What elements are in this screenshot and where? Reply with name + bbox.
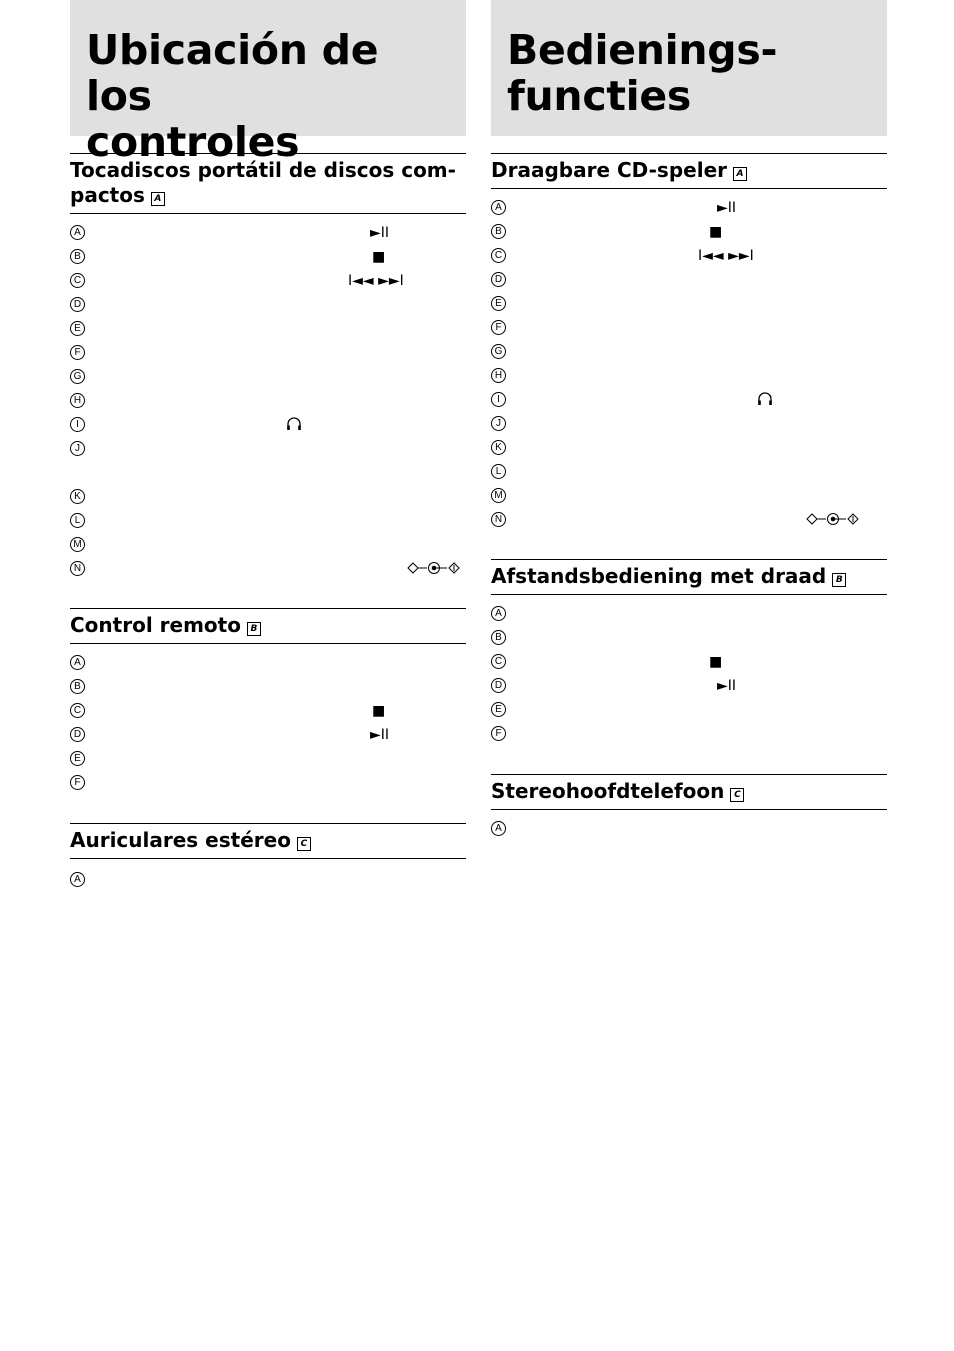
item-marker: I xyxy=(491,392,506,407)
section-wired-remote xyxy=(491,559,887,747)
section-headphones xyxy=(70,823,466,893)
figure-badge: C xyxy=(730,788,744,802)
prev-next-symbol: I◄◄ ►►I xyxy=(698,248,754,264)
item-marker: N xyxy=(491,512,506,527)
section-headphones xyxy=(491,774,887,842)
list-item xyxy=(491,293,887,317)
page-title-line2: functies xyxy=(507,72,691,120)
section-heading xyxy=(491,564,887,589)
section-heading-line2: pactos xyxy=(70,183,145,207)
section-heading-text: Draagbare CD-speler xyxy=(491,158,727,182)
dc-polarity-icon xyxy=(806,512,860,526)
item-marker: G xyxy=(70,369,85,384)
list-item xyxy=(70,414,466,438)
item-marker: K xyxy=(70,489,85,504)
figure-badge: B xyxy=(832,573,846,587)
item-marker: B xyxy=(491,630,506,645)
list-item xyxy=(70,558,466,582)
list-item xyxy=(491,675,887,699)
section-heading-box xyxy=(491,153,887,189)
list-item xyxy=(70,748,466,772)
headphones-icon xyxy=(286,416,302,431)
list-item xyxy=(491,341,887,365)
section-heading xyxy=(70,158,466,208)
stop-symbol: ■ xyxy=(372,703,386,719)
page-title-box xyxy=(491,0,887,136)
item-marker: D xyxy=(491,272,506,287)
list-item xyxy=(491,317,887,341)
dc-polarity-icon xyxy=(407,561,461,575)
figure-badge: A xyxy=(733,167,747,181)
item-marker: F xyxy=(491,320,506,335)
section-heading-text: Afstandsbediening met draad xyxy=(491,564,827,588)
item-marker: E xyxy=(70,751,85,766)
item-marker: M xyxy=(491,488,506,503)
item-marker: D xyxy=(70,297,85,312)
section-heading-box xyxy=(491,559,887,595)
list-item xyxy=(70,438,466,486)
list-item xyxy=(70,652,466,676)
item-marker: K xyxy=(491,440,506,455)
section-heading-text: Control remoto xyxy=(70,613,241,637)
list-item xyxy=(491,245,887,269)
stop-symbol: ■ xyxy=(709,654,723,670)
headphones-icon xyxy=(757,391,773,406)
list-item xyxy=(70,318,466,342)
item-marker: A xyxy=(491,821,506,836)
item-marker: D xyxy=(70,727,85,742)
stop-symbol: ■ xyxy=(372,249,386,265)
list-item xyxy=(70,246,466,270)
item-marker: M xyxy=(70,537,85,552)
section-heading xyxy=(70,613,466,638)
item-marker: N xyxy=(70,561,85,576)
page-title-box xyxy=(70,0,466,166)
list-item xyxy=(491,627,887,651)
list-item xyxy=(491,699,887,723)
item-marker: B xyxy=(491,224,506,239)
prev-next-symbol: I◄◄ ►►I xyxy=(348,273,404,289)
item-marker: E xyxy=(491,702,506,717)
item-list xyxy=(70,652,466,796)
item-marker: L xyxy=(491,464,506,479)
list-item xyxy=(491,197,887,221)
page-title-line1: Ubicación de los xyxy=(86,26,379,120)
item-list xyxy=(70,222,466,582)
figure-badge: C xyxy=(297,837,311,851)
list-item xyxy=(491,437,887,461)
section-heading-text: Stereohoofdtelefoon xyxy=(491,779,725,803)
play-pause-symbol: ►II xyxy=(717,678,737,694)
stop-symbol: ■ xyxy=(709,224,723,240)
list-item xyxy=(491,389,887,413)
list-item xyxy=(70,366,466,390)
item-marker: H xyxy=(491,368,506,383)
item-marker: E xyxy=(491,296,506,311)
play-pause-symbol: ►II xyxy=(370,225,390,241)
item-marker: J xyxy=(491,416,506,431)
list-item xyxy=(70,676,466,700)
list-item xyxy=(491,509,887,533)
list-item xyxy=(491,723,887,747)
list-item xyxy=(70,510,466,534)
list-item xyxy=(70,772,466,796)
item-marker: G xyxy=(491,344,506,359)
list-item xyxy=(70,534,466,558)
list-item xyxy=(491,461,887,485)
item-marker: A xyxy=(70,872,85,887)
list-item xyxy=(70,222,466,246)
figure-badge: A xyxy=(151,192,165,206)
item-marker: E xyxy=(70,321,85,336)
section-cd-player xyxy=(70,153,466,582)
list-item xyxy=(70,724,466,748)
section-heading-box xyxy=(70,153,466,214)
item-marker: F xyxy=(70,775,85,790)
section-heading-box xyxy=(491,774,887,810)
list-item xyxy=(491,365,887,389)
list-item xyxy=(70,270,466,294)
item-marker: A xyxy=(70,225,85,240)
item-marker: L xyxy=(70,513,85,528)
item-list xyxy=(491,197,887,533)
column-dutch xyxy=(491,0,887,834)
section-cd-player xyxy=(491,153,887,533)
list-item xyxy=(70,869,466,893)
item-marker: C xyxy=(491,248,506,263)
list-item xyxy=(491,651,887,675)
section-heading-line1: Tocadiscos portátil de discos com- xyxy=(70,158,456,182)
item-marker: A xyxy=(491,606,506,621)
column-spanish xyxy=(70,0,466,885)
list-item xyxy=(491,485,887,509)
list-item xyxy=(70,486,466,510)
figure-badge: B xyxy=(247,622,261,636)
item-list xyxy=(70,869,466,893)
item-marker: C xyxy=(491,654,506,669)
list-item xyxy=(70,294,466,318)
section-heading xyxy=(70,828,466,853)
list-item xyxy=(491,413,887,437)
section-remote-control xyxy=(70,608,466,796)
item-marker: A xyxy=(70,655,85,670)
item-marker: A xyxy=(491,200,506,215)
play-pause-symbol: ►II xyxy=(717,200,737,216)
item-marker: C xyxy=(70,273,85,288)
item-marker: B xyxy=(70,679,85,694)
item-list xyxy=(491,818,887,842)
list-item xyxy=(70,342,466,366)
section-heading xyxy=(491,779,887,804)
list-item xyxy=(491,603,887,627)
item-marker: I xyxy=(70,417,85,432)
item-marker: F xyxy=(491,726,506,741)
section-heading-box xyxy=(70,823,466,859)
item-list xyxy=(491,603,887,747)
list-item xyxy=(491,818,887,842)
section-heading-box xyxy=(70,608,466,644)
section-heading xyxy=(491,158,887,183)
section-heading-text: Auriculares estéreo xyxy=(70,828,291,852)
item-marker: F xyxy=(70,345,85,360)
list-item xyxy=(70,700,466,724)
item-marker: J xyxy=(70,441,85,456)
item-marker: H xyxy=(70,393,85,408)
page-title-line1: Bedienings- xyxy=(507,26,778,74)
list-item xyxy=(491,221,887,245)
play-pause-symbol: ►II xyxy=(370,727,390,743)
page-title-line2: controles xyxy=(86,118,300,166)
item-marker: B xyxy=(70,249,85,264)
list-item xyxy=(491,269,887,293)
page-title xyxy=(507,27,871,119)
item-marker: C xyxy=(70,703,85,718)
list-item xyxy=(70,390,466,414)
page-title xyxy=(86,27,450,165)
item-marker: D xyxy=(491,678,506,693)
